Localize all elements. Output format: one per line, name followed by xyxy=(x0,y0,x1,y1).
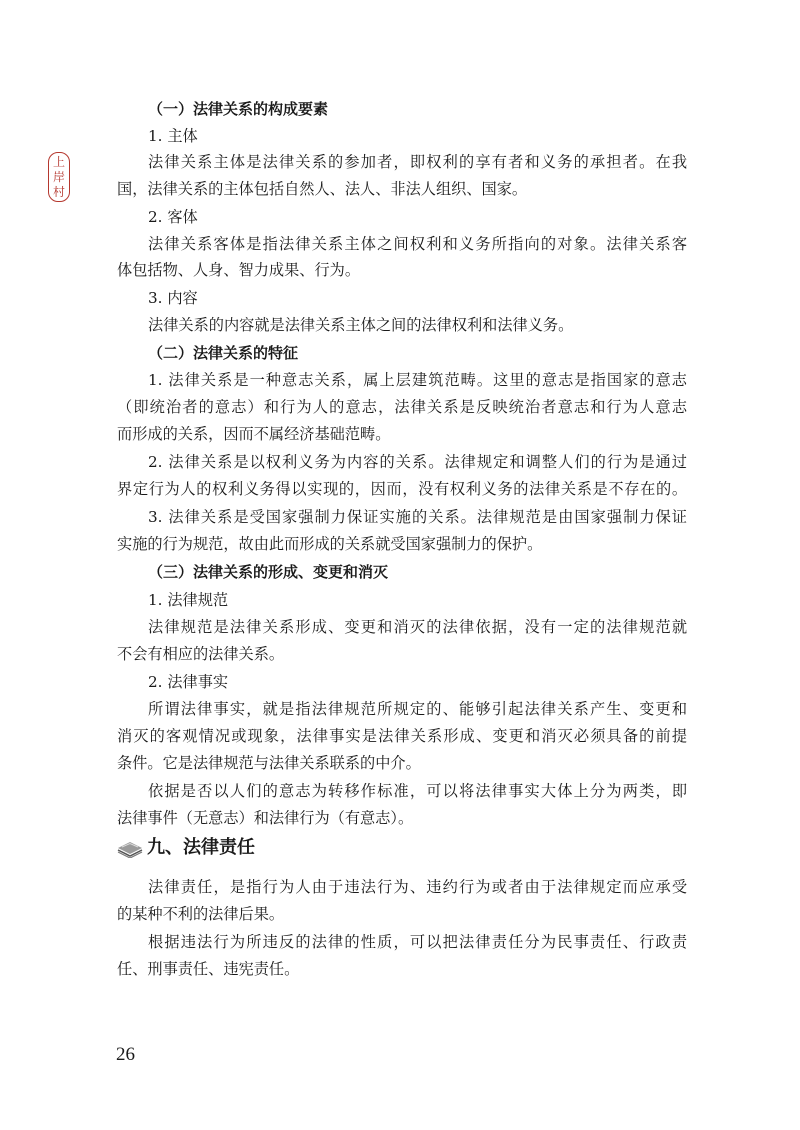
paragraph-line: 条件。它是法律规范与法律关系联系的中介。 xyxy=(117,754,421,772)
paragraph-line: 国，法律关系的主体包括自然人、法人、非法人组织、国家。 xyxy=(117,180,528,198)
paragraph-line: 任、刑事责任、违宪责任。 xyxy=(117,960,300,978)
book-icon xyxy=(116,838,144,858)
paragraph-line: 法律规范是法律关系形成、变更和消灭的法律依据，没有一定的法律规范就 xyxy=(148,618,687,636)
page-number: 26 xyxy=(116,1044,135,1065)
paragraph-line: 依据是否以人们的意志为转移作标准，可以将法律事实大体上分为两类，即 xyxy=(148,782,687,800)
chapter-heading: 九、法律责任 xyxy=(147,837,255,858)
paragraph-line: 体包括物、人身、智力成果、行为。 xyxy=(117,261,360,279)
seal-logo xyxy=(48,152,70,202)
section-heading: （一）法律关系的构成要素 xyxy=(148,100,329,118)
paragraph-line: （即统治者的意志）和行为人的意志，法律关系是反映统治者意志和行为人意志 xyxy=(117,398,687,416)
paragraph-line: 法律责任，是指行为人由于违法行为、违约行为或者由于法律规定而应承受 xyxy=(148,878,687,896)
paragraph-line: 的某种不利的法律后果。 xyxy=(117,905,285,923)
paragraph-line: 实施的行为规范，故由此而形成的关系就受国家强制力的保护。 xyxy=(117,535,543,553)
paragraph-line: 法律关系的内容就是法律关系主体之间的法律权利和法律义务。 xyxy=(148,316,574,334)
paragraph-line: 1. 法律关系是一种意志关系，属上层建筑范畴。这里的意志是指国家的意志 xyxy=(148,371,687,389)
paragraph-line: 2. 法律关系是以权利义务为内容的关系。法律规定和调整人们的行为是通过 xyxy=(148,453,687,471)
list-item-label: 3. 内容 xyxy=(148,289,198,307)
seal-char: 村 xyxy=(52,185,65,199)
paragraph-line: 而形成的关系，因而不属经济基础范畴。 xyxy=(117,425,391,443)
seal-char: 上 xyxy=(52,155,65,169)
paragraph-line: 消灭的客观情况或现象，法律事实是法律关系形成、变更和消灭必须具备的前提 xyxy=(117,727,687,745)
paragraph-line: 法律关系客体是指法律关系主体之间权利和义务所指向的对象。法律关系客 xyxy=(148,235,687,253)
list-item-label: 1. 法律规范 xyxy=(148,591,229,609)
paragraph-line: 3. 法律关系是受国家强制力保证实施的关系。法律规范是由国家强制力保证 xyxy=(148,508,687,526)
list-item-label: 2. 法律事实 xyxy=(148,673,229,691)
seal-char: 岸 xyxy=(52,170,65,184)
paragraph-line: 所谓法律事实，就是指法律规范所规定的、能够引起法律关系产生、变更和 xyxy=(148,700,687,718)
list-item-label: 1. 主体 xyxy=(148,127,198,145)
paragraph-line: 界定行为人的权利义务得以实现的，因而，没有权利义务的法律关系是不存在的。 xyxy=(117,480,687,498)
paragraph-line: 法律关系主体是法律关系的参加者，即权利的享有者和义务的承担者。在我 xyxy=(148,153,687,171)
list-item-label: 2. 客体 xyxy=(148,208,198,226)
section-heading: （三）法律关系的形成、变更和消灭 xyxy=(148,563,389,581)
paragraph-line: 根据违法行为所违反的法律的性质，可以把法律责任分为民事责任、行政责 xyxy=(148,933,687,951)
paragraph-line: 法律事件（无意志）和法律行为（有意志）。 xyxy=(117,809,414,827)
paragraph-line: 不会有相应的法律关系。 xyxy=(117,645,285,663)
section-heading: （二）法律关系的特征 xyxy=(148,344,299,362)
